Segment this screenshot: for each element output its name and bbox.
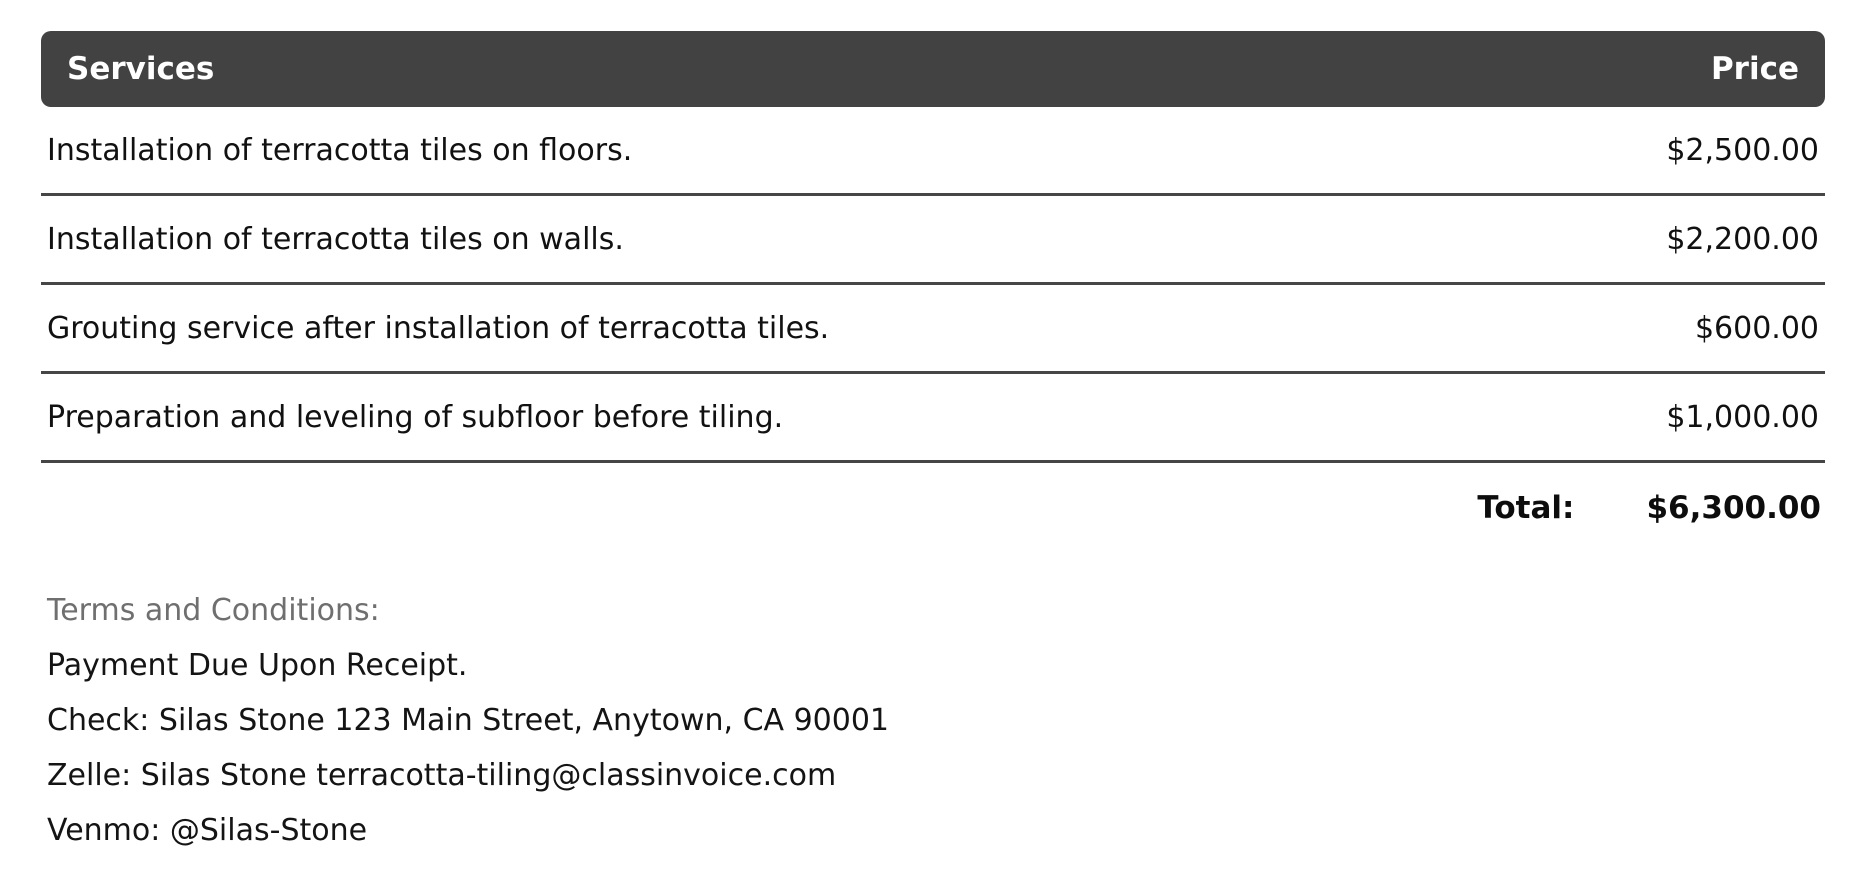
table-row bbox=[41, 196, 1825, 285]
service-price: $600.00 bbox=[1694, 310, 1819, 346]
price-column-header: Price bbox=[1710, 51, 1799, 87]
terms-line-payment: Payment Due Upon Receipt. bbox=[47, 648, 468, 683]
service-price: $1,000.00 bbox=[1666, 399, 1819, 435]
service-description: Preparation and leveling of subfloor before tiling. bbox=[47, 399, 784, 435]
table-row bbox=[41, 107, 1825, 196]
terms-line-check: Check: Silas Stone 123 Main Street, Anytown, CA 90001 bbox=[47, 703, 890, 738]
total-label: Total: bbox=[1477, 490, 1575, 526]
table-row bbox=[41, 374, 1825, 463]
table-header-row bbox=[41, 31, 1825, 107]
terms-heading: Terms and Conditions: bbox=[47, 593, 380, 628]
terms-line-venmo: Venmo: @Silas-Stone bbox=[47, 813, 368, 848]
services-table bbox=[41, 31, 1825, 553]
service-description: Grouting service after installation of terracotta tiles. bbox=[47, 310, 830, 346]
service-description: Installation of terracotta tiles on floors. bbox=[47, 132, 633, 168]
service-price: $2,500.00 bbox=[1666, 132, 1819, 168]
service-description: Installation of terracotta tiles on walls. bbox=[47, 221, 624, 257]
total-amount: $6,300.00 bbox=[1646, 490, 1821, 526]
terms-line-zelle: Zelle: Silas Stone terracotta-tiling@classinvoice.com bbox=[47, 758, 837, 793]
table-row bbox=[41, 285, 1825, 374]
terms-section bbox=[41, 583, 1825, 858]
services-column-header: Services bbox=[67, 51, 215, 87]
service-price: $2,200.00 bbox=[1666, 221, 1819, 257]
total-row bbox=[41, 463, 1825, 553]
